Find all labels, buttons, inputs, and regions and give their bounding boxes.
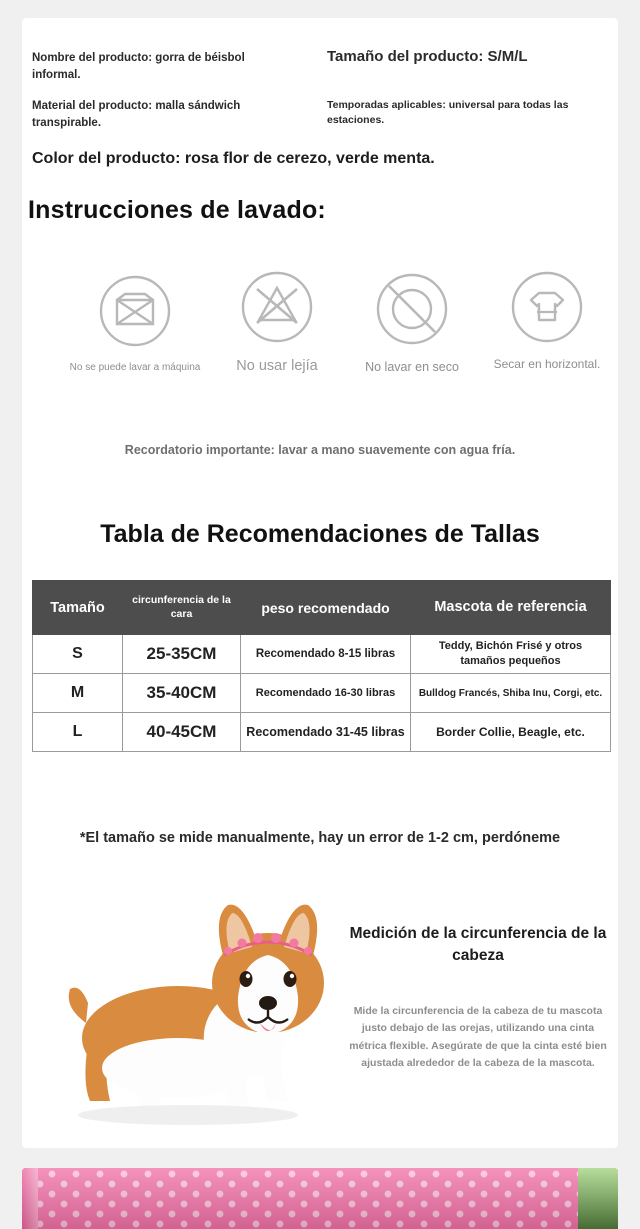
wash-icon-cell-dry-flat — [472, 270, 622, 373]
table-row — [33, 635, 611, 674]
wash-icon-cell-no-machine-wash — [60, 274, 210, 374]
dry-flat-icon — [472, 270, 622, 349]
wash-icon-cell-no-bleach — [202, 270, 352, 376]
cell-weight-s: Recomendado 8-15 libras — [241, 635, 411, 674]
measurement-title: Medición de la circunferencia de la cabeza — [349, 925, 607, 965]
cell-circ-l: 40-45CM — [123, 713, 241, 752]
wash-icon-label-no-dry-clean: No lavar en seco — [365, 360, 459, 374]
spec-size — [327, 46, 607, 68]
cell-ref-m: Bulldog Francés, Shiba Inu, Corgi, etc. — [411, 674, 611, 713]
measurement-description: Mide la circunferencia de la cabeza de tu mascota justo debajo de las orejas, utilizando una cinta métrica flexible. Asegúrate de que la cinta esté bien ajustada alrededor de la cabeza de la mascota. — [349, 1005, 607, 1069]
no-bleach-icon — [202, 270, 352, 349]
spec-size-text: Tamaño del producto: S/M/L — [327, 48, 528, 65]
cell-size-l: L — [33, 713, 123, 752]
corgi-photo — [28, 863, 358, 1133]
spec-product-name-text: Nombre del producto: gorra de béisbol informal. — [32, 52, 245, 81]
wash-icon-cell-no-dry-clean — [337, 272, 487, 375]
table-header-circumference: circunferencia de la cara — [123, 581, 241, 635]
no-machine-wash-icon — [60, 274, 210, 353]
no-dry-clean-icon — [337, 272, 487, 351]
strip-shading — [22, 1168, 618, 1229]
table-header-reference-pet: Mascota de referencia — [411, 581, 611, 635]
cell-size-m: M — [33, 674, 123, 713]
size-table-title: Tabla de Recomendaciones de Tallas — [100, 520, 540, 548]
cell-circ-m: 35-40CM — [123, 674, 241, 713]
table-row — [33, 674, 611, 713]
table-row — [33, 713, 611, 752]
product-photo-strip — [22, 1168, 618, 1229]
spec-material — [32, 98, 282, 131]
cell-ref-s: Teddy, Bichón Frisé y otros tamaños pequeños — [411, 635, 611, 674]
wash-icon-label-dry-flat: Secar en horizontal. — [493, 357, 601, 371]
spec-color-text: Color del producto: rosa flor de cerezo, verde menta. — [32, 150, 435, 167]
cell-size-s: S — [33, 635, 123, 674]
spec-product-name — [32, 50, 282, 83]
cell-weight-l: Recomendado 31-45 libras — [241, 713, 411, 752]
cell-circ-s: 25-35CM — [123, 635, 241, 674]
content-card — [22, 18, 618, 1148]
cell-ref-l: Border Collie, Beagle, etc. — [411, 713, 611, 752]
wash-reminder-text: Recordatorio importante: lavar a mano suavemente con agua fría. — [124, 443, 516, 457]
spec-seasons-text: Temporadas aplicables: universal para todas las estaciones. — [327, 99, 569, 127]
wash-icon-label-no-machine-wash: No se puede lavar a máquina — [69, 362, 201, 373]
wash-instructions-title: Instrucciones de lavado: — [28, 196, 326, 224]
table-header-row — [33, 581, 611, 635]
cell-weight-m: Recomendado 16-30 libras — [241, 674, 411, 713]
spec-material-text: Material del producto: malla sándwich transpirable. — [32, 100, 241, 129]
table-header-size: Tamaño — [33, 581, 123, 635]
table-header-weight: peso recomendado — [241, 581, 411, 635]
wash-icon-label-no-bleach: No usar lejía — [236, 358, 318, 374]
spec-seasons — [327, 98, 607, 128]
size-measurement-note: *El tamaño se mide manualmente, hay un error de 1-2 cm, perdóneme — [79, 830, 561, 846]
wash-icon-row — [22, 266, 618, 416]
size-table — [32, 580, 611, 752]
